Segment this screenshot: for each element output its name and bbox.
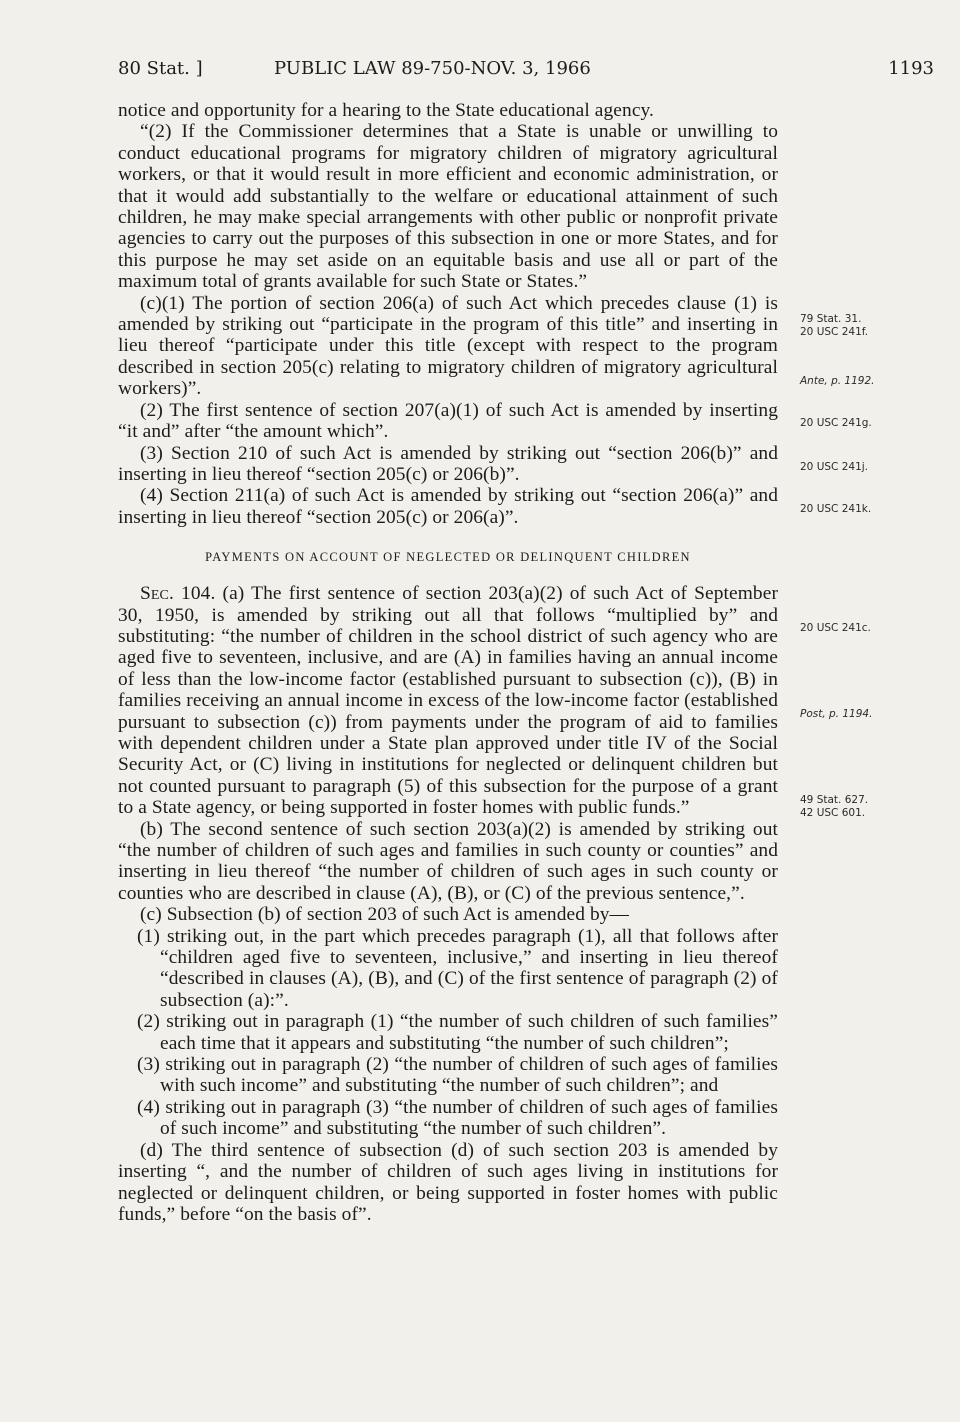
list-item: (1) striking out, in the part which precedes paragraph (1), all that follows after “children aged five to seventeen, inclusive,” and inserting in lieu thereof “described in clauses (A), (B), and (C) of the first sentence of paragraph (2) of subsection (a):”. bbox=[137, 925, 778, 1011]
list-item: (3) striking out in paragraph (2) “the number of children of such ages of families with such income” and substituting “the number of such children”; and bbox=[137, 1054, 778, 1097]
margin-note: 20 USC 241j. bbox=[800, 461, 869, 473]
margin-note: Ante, p. 1192. bbox=[800, 375, 875, 387]
paragraph: (3) Section 210 of such Act is amended by striking out “section 206(b)” and inserting in lieu thereof “section 205(c) or 206(b)”. bbox=[118, 442, 778, 485]
body-text bbox=[118, 100, 778, 1225]
margin-note: Post, p. 1194. bbox=[800, 708, 873, 720]
paragraph-sec104-a bbox=[118, 583, 778, 818]
page-number: 1193 bbox=[888, 58, 934, 79]
paragraph: “(2) If the Commissioner determines that a State is unable or unwilling to conduct educational programs for migratory children of migratory agricultural workers, or that it would result in more efficient and economic administration, or that it would add substantially to the welfare or educational attainment of such children, he may make special arrangements with other public or nonprofit private agencies to carry out the purposes of this subsection in one or more States, and for this purpose he may set aside on an equitable basis and use all or part of the maximum total of grants available for such State or States.” bbox=[118, 121, 778, 293]
section-heading: PAYMENTS ON ACCOUNT OF NEGLECTED OR DELINQUENT CHILDREN bbox=[205, 550, 691, 565]
paragraph-text: (a) The first sentence of section 203(a)(2) of such Act of September 30, 1950, is amended by striking out all that follows “multiplied by” and substituting: “the number of children in the school district of such agency who are aged five to seventeen, inclusive, and are (A) in families having an annual income of less than the low-income factor (established pursuant to subsection (c)), (B) in families receiving an annual income in excess of the low-income factor (established pursuant to subsection (c)) from payments under the program of aid to families with dependent children under a State plan approved under title IV of the Social Security Act, or (C) living in institutions for neglected or delinquent children but not counted pursuant to paragraph (5) of this subsection for the purpose of a grant to a State agency, or being supported in foster homes with public funds.” bbox=[118, 583, 778, 819]
paragraph: (c) Subsection (b) of section 203 of such Act is amended by— bbox=[140, 904, 630, 926]
paragraph: (b) The second sentence of such section 203(a)(2) is amended by striking out “the number of children of such ages and families in such county or counties” and inserting in lieu thereof “the number of children of such ages in such county or counties who are described in clause (A), (B), or (C) of the previous sentence,”. bbox=[118, 818, 778, 904]
statute-reference: 80 Stat. ] bbox=[118, 58, 203, 79]
paragraph: (2) The first sentence of section 207(a)(1) of such Act is amended by inserting “it and” after “the amount which”. bbox=[118, 399, 778, 443]
margin-note: 20 USC 241c. bbox=[800, 622, 871, 634]
margin-note: 79 Stat. 31. 20 USC 241f. bbox=[800, 313, 869, 338]
paragraph: notice and opportunity for a hearing to the State educational agency. bbox=[118, 100, 655, 121]
margin-note: 49 Stat. 627. 42 USC 601. bbox=[800, 794, 869, 819]
margin-note: 20 USC 241g. bbox=[800, 417, 872, 429]
header-title: PUBLIC LAW 89-750-NOV. 3, 1966 bbox=[274, 58, 591, 79]
page-header bbox=[118, 58, 934, 88]
list-item: (4) striking out in paragraph (3) “the number of children of such ages of families of such income” and substituting “the number of such children”. bbox=[137, 1096, 778, 1140]
paragraph: (4) Section 211(a) of such Act is amended by striking out “section 206(a)” and inserting in lieu thereof “section 205(c) or 206(a)”. bbox=[118, 485, 778, 528]
paragraph: (d) The third sentence of subsection (d) of such section 203 is amended by inserting “, and the number of children of such ages living in institutions for neglected or delinquent children, or being supported in foster homes with public funds,” before “on the basis of”. bbox=[118, 1139, 778, 1225]
section-label: Sec. 104. bbox=[140, 583, 216, 605]
margin-note: 20 USC 241k. bbox=[800, 503, 872, 515]
list-item: (2) striking out in paragraph (1) “the number of such children of such families” each time that it appears and substituting “the number of such children”; bbox=[137, 1011, 778, 1054]
paragraph: (c)(1) The portion of section 206(a) of such Act which precedes clause (1) is amended by striking out “participate in the program of this title” and inserting in lieu thereof “participate under this title (except with respect to the program described in section 205(c) relating to migratory children of migratory agricultural workers)”. bbox=[118, 292, 778, 400]
